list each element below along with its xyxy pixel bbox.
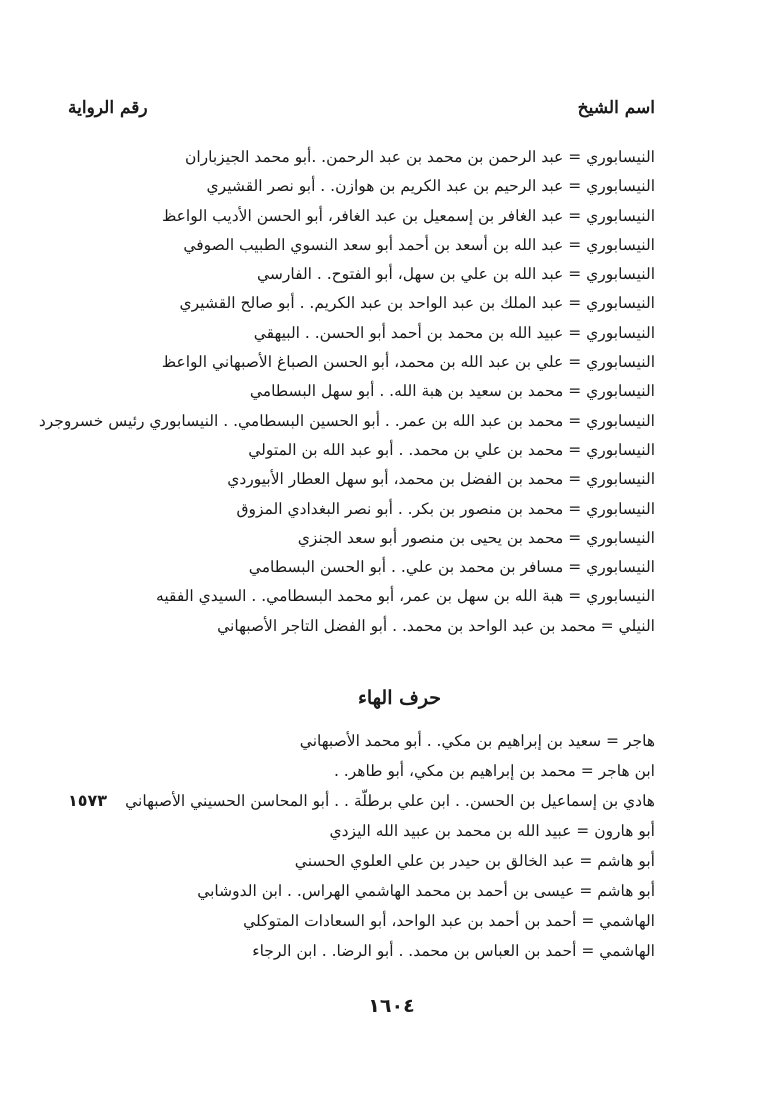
column-header-narration-number: رقم الرواية xyxy=(68,98,148,118)
list-item: النيسابوري = عبد الملك بن عبد الواحد بن عبد الكريم. . أبو صالح القشيري xyxy=(179,294,655,313)
entries-list-a xyxy=(15,143,655,641)
list-item: النيلي = محمد بن عبد الواحد بن محمد. . أبو الفضل التاجر الأصبهاني xyxy=(217,616,655,635)
list-item: النيسابوري = محمد بن الفضل بن محمد، أبو سهل العطار الأبيوردي xyxy=(227,470,655,489)
list-item: هاجر = سعيد بن إبراهيم بن مكي. . أبو محمد الأصبهاني xyxy=(299,732,655,750)
list-item: أبو هاشم = عيسى بن أحمد بن محمد الهاشمي الهراس. . ابن الدوشابي xyxy=(197,882,655,900)
list-item: النيسابوري = محمد بن منصور بن بكر. . أبو نصر البغدادي المزوق xyxy=(236,499,655,518)
page-number: ١٦٠٤ xyxy=(368,995,415,1017)
list-item: أبو هارون = عبيد الله بن محمد بن عبيد الله اليزدي xyxy=(329,822,655,840)
list-item: الهاشمي = أحمد بن العباس بن محمد. . أبو الرضا. . ابن الرجاء xyxy=(252,942,655,960)
column-header-sheikh-name: اسم الشيخ xyxy=(577,98,655,118)
list-item: النيسابوري = عبيد الله بن محمد بن أحمد أبو الحسن. . البيهقي xyxy=(253,323,655,342)
list-item: النيسابوري = علي بن عبد الله بن محمد، أبو الحسن الصباغ الأصبهاني الواعظ xyxy=(161,353,655,372)
entries-list-b xyxy=(15,726,655,966)
list-item: النيسابوري = محمد بن يحيى بن منصور أبو سعد الجنزي xyxy=(297,528,655,547)
list-item: النيسابوري = عبد الرحيم بن عبد الكريم بن هوازن. . أبو نصر القشيري xyxy=(206,177,655,196)
list-item: النيسابوري = محمد بن عبد الله بن عمر. . أبو الحسين البسطامي. . النيسابوري رئيس خسروجرد xyxy=(38,411,655,430)
list-item: أبو هاشم = عبد الخالق بن حيدر بن علي العلوي الحسني xyxy=(294,852,655,870)
list-item: النيسابوري = محمد بن سعيد بن هبة الله. . أبو سهل البسطامي xyxy=(249,382,655,401)
list-item: ابن هاجر = محمد بن إبراهيم بن مكي، أبو طاهر. . xyxy=(333,762,655,780)
list-item: النيسابوري = عبد الغافر بن إسمعيل بن عبد الغافر، أبو الحسن الأديب الواعظ xyxy=(161,206,655,225)
list-item: النيسابوري = هبة الله بن سهل بن عمر، أبو محمد البسطامي. . السيدي الفقيه xyxy=(156,587,655,606)
list-item: هادي بن إسماعيل بن الحسن. . ابن علي برطلّة . . أبو المحاسن الحسيني الأصبهاني xyxy=(125,792,655,810)
list-item: النيسابوري = مسافر بن محمد بن علي. . أبو الحسن البسطامي xyxy=(248,558,655,577)
list-item: النيسابوري = محمد بن علي بن محمد. . أبو عبد الله بن المتولي xyxy=(248,440,655,459)
list-item: الهاشمي = أحمد بن أحمد بن عبد الواحد، أبو السعادات المتوكلي xyxy=(243,912,655,930)
list-item: النيسابوري = عبد الرحمن بن محمد بن عبد الرحمن. .أبو محمد الجيزباران xyxy=(184,148,655,166)
section-heading: حرف الهاء xyxy=(357,687,442,709)
narration-reference-number: ١٥٧٣ xyxy=(68,791,108,810)
list-item: النيسابوري = عبد الله بن أسعد بن أحمد أبو سعد النسوي الطبيب الصوفي xyxy=(183,235,655,254)
list-item: النيسابوري = عبد الله بن علي بن سهل، أبو الفتوح. . الفارسي xyxy=(256,265,655,284)
